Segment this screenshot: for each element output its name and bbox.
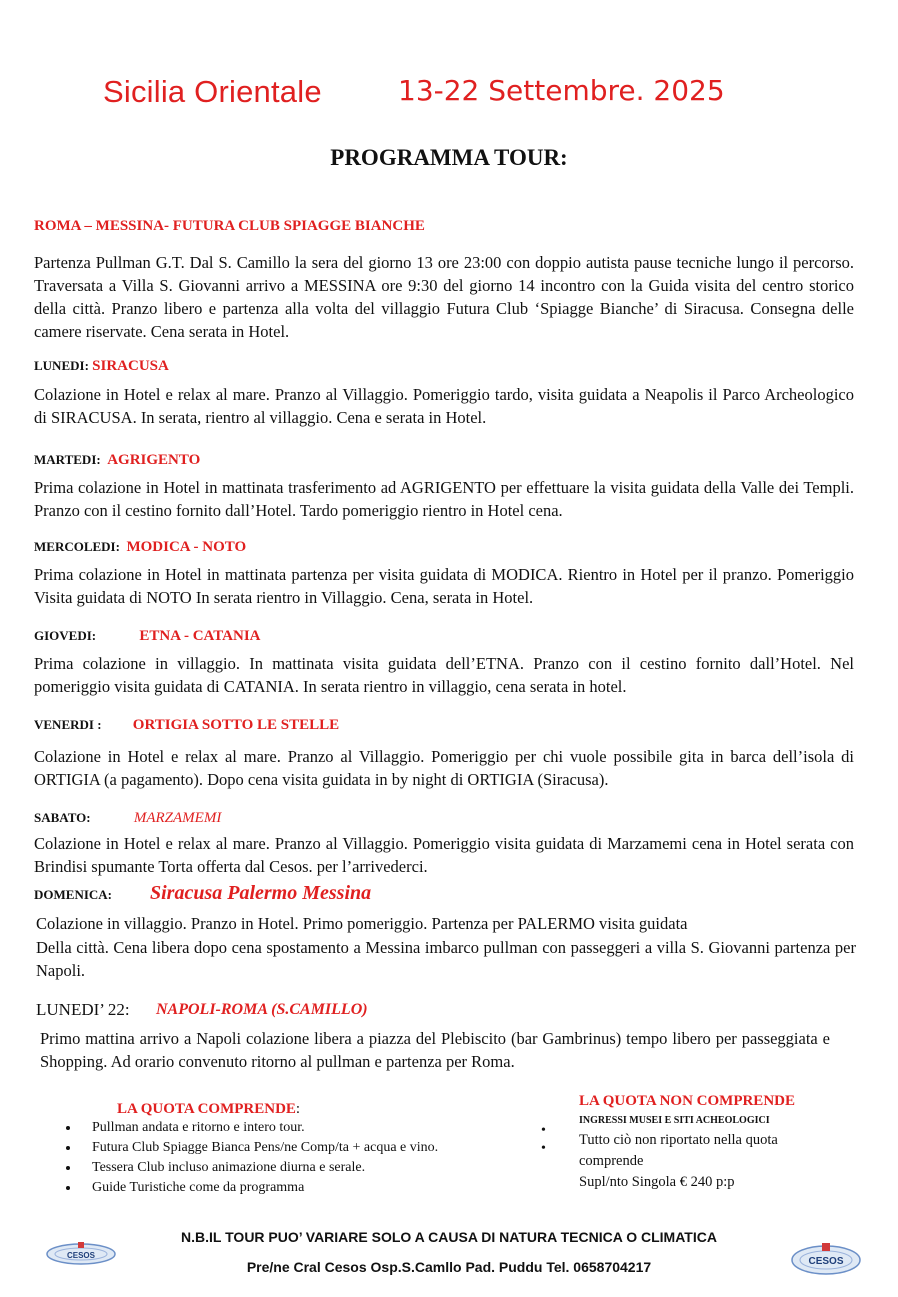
day-text: Prima colazione in Hotel in mattinata trasferimento ad AGRIGENTO per effettuare la visita guidata della Valle dei Templi. Pranzo con il cestino fornito dall’Hotel. Tardo pomeriggio rientro in Hotel cena. <box>34 478 854 520</box>
quota-comprende-colon: : <box>295 1101 301 1117</box>
day-text: Colazione in Hotel e relax al mare. Pranzo al Villaggio. Pomeriggio visita guidata di Marzamemi cena in Hotel serata con Brindisi spumante Torta offerta dal Cesos. per l’arrivederci. <box>34 834 854 876</box>
list-item: • Tessera Club incluso animazione diurna e serale. <box>80 1158 560 1178</box>
quota-non-comprende-bullets <box>541 1122 546 1158</box>
day-description <box>34 383 854 429</box>
day-text: Colazione in Hotel e relax al mare. Pranzo al Villaggio. Pomeriggio per chi vuole possibile gita in barca dell’isola di ORTIGIA (a pagamento). Dopo cena visita guidata in by night di ORTIGIA (Siracusa). <box>34 747 854 789</box>
day-destination: AGRIGENTO <box>107 452 201 468</box>
day-text: Partenza Pullman G.T. Dal S. Camillo la sera del giorno 13 ore 23:00 con doppio autista pause tecniche lungo il percorso. Traversata a Villa S. Giovanni arrivo a MESSINA ore 9:30 del giorno 14 incontro con la Guida visita del centro storico della città. Pranzo libero e partenza alla volta del villaggio Futura Club ‘Spiagge Bianche’ di Siracusa. Consegna delle camere riservate. Cena serata in Hotel. <box>34 253 854 341</box>
footer-note: N.B.IL TOUR PUO’ VARIARE SOLO A CAUSA DI NATURA TECNICA O CLIMATICA <box>181 1229 717 1245</box>
day-heading <box>34 452 200 469</box>
day-label: LUNEDI: <box>34 358 89 373</box>
day-description <box>34 251 854 343</box>
quota-comprende-title <box>117 1101 300 1118</box>
day-destination: MODICA - NOTO <box>126 539 247 555</box>
quota-comprende-list <box>58 1118 560 1198</box>
domenica-label: DOMENICA: <box>34 887 112 902</box>
list-item: • Guide Turistiche come da programma <box>80 1178 560 1198</box>
domenica-description <box>36 912 856 982</box>
quota-non-comprende-line: Tutto ciò non riportato nella quota comprende <box>579 1132 778 1169</box>
quota-non-comprende-subtitle: INGRESSI MUSEI E SITI ACHEOLOGICI <box>579 1115 770 1126</box>
cesos-logo-icon <box>790 1240 862 1278</box>
tour-dates: 13-22 Settembre. 2025 <box>398 74 725 107</box>
lunedi22-label: LUNEDI’ 22: <box>36 1000 130 1019</box>
quota-non-comprende-text <box>579 1130 839 1193</box>
list-item: • Pullman andata e ritorno e intero tour. <box>80 1118 560 1138</box>
day-description <box>34 563 854 609</box>
cesos-logo-icon <box>45 1240 117 1268</box>
day-text: Prima colazione in villaggio. In mattinata visita guidata dell’ETNA. Pranzo con il cestino fornito dall’Hotel. Nel pomeriggio visita guidata di CATANIA. In serata rientro in villaggio, cena serata in hotel. <box>34 654 854 696</box>
lunedi22-text: Primo mattina arrivo a Napoli colazione libera a piazza del Plebiscito (bar Gambrinus) tempo libero per passeggiata e Shopping. Ad orario convenuto ritorno al pullman e partenza per Roma. <box>40 1029 830 1071</box>
day-destination: ETNA - CATANIA <box>139 628 261 644</box>
quota-comprende-title-text: LA QUOTA COMPRENDE <box>117 1101 296 1117</box>
day-heading <box>34 358 169 375</box>
quota-non-comprende-title: LA QUOTA NON COMPRENDE <box>579 1093 795 1109</box>
day-text: Prima colazione in Hotel in mattinata partenza per visita guidata di MODICA. Rientro in Hotel per il pranzo. Pomeriggio Visita guidata di NOTO In serata rientro in Villaggio. Cena, serata in Hotel. <box>34 565 854 607</box>
domenica-destination: Siracusa Palermo Messina <box>150 882 372 904</box>
day-description <box>34 832 854 878</box>
lunedi22-destination: NAPOLI-ROMA (S.CAMILLO) <box>156 1001 368 1018</box>
day-destination: ORTIGIA SOTTO LE STELLE <box>132 717 340 733</box>
logo-text: CESOS <box>66 1251 96 1260</box>
day-description <box>34 745 854 791</box>
day-heading <box>34 717 339 734</box>
list-item: • Futura Club Spiagge Bianca Pens/ne Comp/ta + acqua e vino. <box>80 1138 560 1158</box>
program-title: PROGRAMMA TOUR: <box>330 145 568 170</box>
day-label: MERCOLEDI: <box>34 539 120 554</box>
bullet-icon: • <box>541 1123 546 1138</box>
day-destination: MARZAMEMI <box>133 810 222 826</box>
day-heading <box>34 218 425 235</box>
cesos-logo-left <box>45 1240 117 1273</box>
day-destination: SIRACUSA <box>92 358 169 374</box>
day-heading <box>34 539 246 556</box>
day-label: VENERDI : <box>34 717 102 732</box>
day-text: Colazione in Hotel e relax al mare. Pranzo al Villaggio. Pomeriggio tardo, visita guidata a Neapolis il Parco Archeologico di SIRACUSA. In serata, rientro al villaggio. Cena e serata in Hotel. <box>34 385 854 427</box>
footer-contact: Pre/ne Cral Cesos Osp.S.Camllo Pad. Puddu Tel. 0658704217 <box>246 1259 652 1275</box>
document-title: Sicilia Orientale <box>103 74 322 109</box>
logo-text: CESOS <box>808 1256 844 1267</box>
day-label: GIOVEDI: <box>34 628 97 643</box>
domenica-text-2: Della città. Cena libera dopo cena spostamento a Messina imbarco pullman con passeggeri a villa S. Giovanni partenza per Napoli. <box>36 938 856 980</box>
day-label: MARTEDI: <box>34 452 101 467</box>
day-description <box>34 652 854 698</box>
day-destination: ROMA – MESSINA- FUTURA CLUB SPIAGGE BIANCHE <box>34 218 425 234</box>
day-heading <box>34 628 261 645</box>
day-label: SABATO: <box>34 810 91 825</box>
day-description <box>34 476 854 522</box>
cesos-logo-right <box>790 1240 862 1283</box>
supplemento-singola: Supl/nto Singola € 240 p:p <box>579 1174 735 1190</box>
domenica-text-1: Colazione in villaggio. Pranzo in Hotel. Primo pomeriggio. Partenza per PALERMO visita guidata <box>36 914 688 933</box>
day-heading <box>34 810 221 827</box>
lunedi22-description <box>40 1027 830 1073</box>
bullet-icon: • <box>541 1141 546 1156</box>
